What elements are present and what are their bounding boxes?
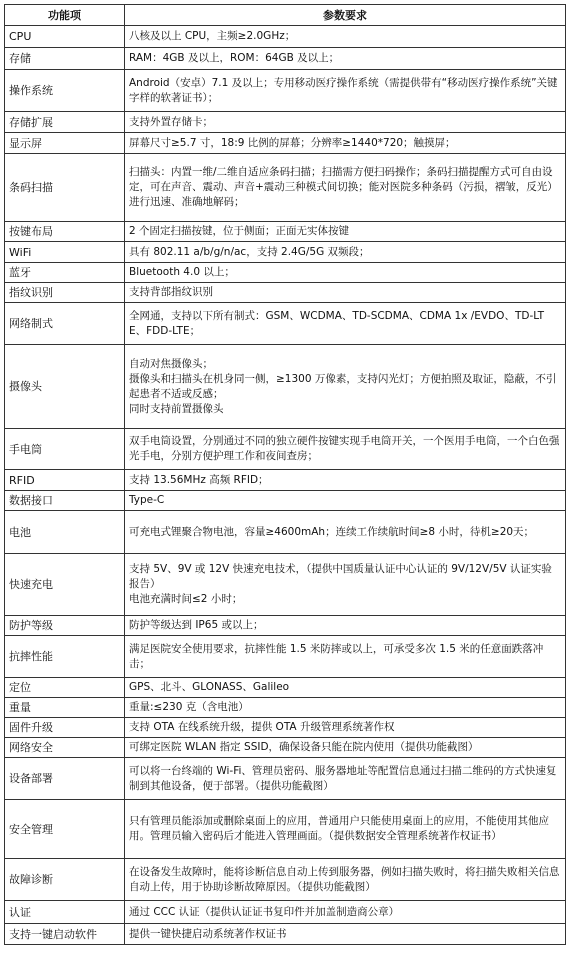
- spec-table-container: [4, 4, 565, 945]
- requirement-text: 自动对焦摄像头；: [129, 357, 213, 370]
- table-row: [5, 718, 566, 738]
- requirement-cell: [125, 511, 566, 554]
- requirement-cell: [125, 154, 566, 222]
- spec-table: [4, 4, 566, 945]
- requirement-cell: [125, 470, 566, 491]
- requirement-text: 通过 CCC 认证（提供认证证书复印件并加盖制造商公章）: [129, 905, 400, 918]
- requirement-text: 屏幕尺寸≥5.7 寸，18:9 比例的屏幕；分辨率≥1440*720；触摸屏；: [129, 136, 456, 149]
- feature-label: 蓝牙: [5, 263, 125, 283]
- feature-label: 摄像头: [5, 345, 125, 429]
- feature-label: 显示屏: [5, 133, 125, 154]
- feature-label: 固件升级: [5, 718, 125, 738]
- header-row: [5, 5, 566, 26]
- requirement-text: 具有 802.11 a/b/g/n/ac，支持 2.4G/5G 双频段；: [129, 245, 370, 258]
- requirement-cell: [125, 554, 566, 616]
- table-row: [5, 112, 566, 133]
- table-row: [5, 491, 566, 511]
- table-row: [5, 554, 566, 616]
- table-row: [5, 511, 566, 554]
- table-row: [5, 283, 566, 303]
- table-row: [5, 470, 566, 491]
- requirement-text: 扫描头：内置一维/二维自适应条码扫描；扫描需方便扫码操作；条码扫描提醒方式可自由设定，可在声音、震动、声音+震动三种模式间切换；能对医院多种条码（污损，褶皱，反光）进行迅速、准确地解码；: [129, 166, 558, 208]
- feature-label: 电池: [5, 511, 125, 554]
- feature-label: RFID: [5, 470, 125, 491]
- requirement-text: 八核及以上 CPU，主频≥2.0GHz；: [129, 30, 296, 42]
- feature-label: 存储扩展: [5, 112, 125, 133]
- requirement-text: Bluetooth 4.0 以上；: [129, 266, 235, 278]
- requirement-cell: [125, 303, 566, 345]
- requirement-cell: [125, 636, 566, 678]
- requirement-cell: [125, 48, 566, 70]
- requirement-text: 摄像头和扫描头在机身同一侧，≥1300 万像素，支持闪光灯；方便拍照及取证，隐蔽，不引起患者不适或反感；: [129, 372, 557, 400]
- requirement-cell: [125, 758, 566, 800]
- requirement-cell: [125, 26, 566, 48]
- requirement-cell: [125, 242, 566, 263]
- requirement-text: 支持 13.56MHz 高频 RFID；: [129, 473, 269, 486]
- feature-label: 手电筒: [5, 429, 125, 470]
- requirement-cell: [125, 678, 566, 698]
- feature-label: 条码扫描: [5, 154, 125, 222]
- requirement-text: 双手电筒设置，分别通过不同的独立硬件按键实现手电筒开关，一个医用手电筒，一个白色强光手电，分别方便护理工作和夜间查房；: [129, 435, 560, 462]
- feature-label: 按键布局: [5, 222, 125, 242]
- requirement-cell: [125, 283, 566, 303]
- requirement-text: 支持外置存储卡；: [129, 115, 213, 128]
- feature-label: 指纹识别: [5, 283, 125, 303]
- requirement-text: 防护等级达到 IP65 或以上；: [129, 619, 264, 631]
- requirement-text: 支持 5V、9V 或 12V 快速充电技术，（提供中国质量认证中心认证的 9V/12V/5V 认证实验报告）: [129, 563, 552, 590]
- feature-label: WiFi: [5, 242, 125, 263]
- requirement-cell: [125, 133, 566, 154]
- table-row: [5, 738, 566, 758]
- requirement-text: 可充电式锂聚合物电池，容量≥4600mAh；连续工作续航时间≥8 小时，待机≥20天；: [129, 525, 535, 538]
- requirement-text: 在设备发生故障时，能将诊断信息自动上传到服务器，例如扫描失败时，将扫描失败相关信息自动上传，用于协助诊断故障原因。（提供功能截图）: [129, 865, 560, 893]
- requirement-text: 只有管理员能添加或删除桌面上的应用，普通用户只能使用桌面上的应用，不能使用其他应用。管理员输入密码后才能进入管理画面。（提供数据安全管理系统著作权证书）: [129, 815, 549, 842]
- requirement-cell: [125, 263, 566, 283]
- requirement-text: 满足医院安全使用要求，抗摔性能 1.5 米防摔或以上，可承受多次 1.5 米的任意面跌落冲击；: [129, 642, 544, 670]
- requirement-cell: [125, 222, 566, 242]
- requirement-text: 重量:≤230 克（含电池）: [129, 701, 249, 713]
- feature-label: 支持一键启动软件: [5, 924, 125, 945]
- table-row: [5, 154, 566, 222]
- feature-label: 存储: [5, 48, 125, 70]
- table-row: [5, 616, 566, 636]
- feature-label: 设备部署: [5, 758, 125, 800]
- requirement-cell: [125, 70, 566, 112]
- table-row: [5, 133, 566, 154]
- requirement-cell: [125, 429, 566, 470]
- requirement-cell: [125, 345, 566, 429]
- table-row: [5, 345, 566, 429]
- table-row: [5, 924, 566, 945]
- header-feature: 功能项: [5, 5, 125, 26]
- feature-label: 重量: [5, 698, 125, 718]
- table-row: [5, 222, 566, 242]
- feature-label: 认证: [5, 901, 125, 924]
- feature-label: 抗摔性能: [5, 636, 125, 678]
- table-row: [5, 70, 566, 112]
- requirement-cell: [125, 901, 566, 924]
- requirement-text: 全网通，支持以下所有制式：GSM、WCDMA、TD-SCDMA、CDMA 1x /EVDO、TD-LTE、FDD-LTE；: [129, 309, 545, 337]
- table-row: [5, 698, 566, 718]
- requirement-text: Android（安卓）7.1 及以上；专用移动医疗操作系统（需提供带有“移动医疗操作系统”关键字样的软著证书）；: [129, 76, 558, 104]
- requirement-text: 提供一键快捷启动系统著作权证书: [129, 927, 287, 940]
- requirement-text: RAM：4GB 及以上，ROM：64GB 及以上；: [129, 52, 340, 64]
- requirement-text: 可绑定医院 WLAN 指定 SSID，确保设备只能在院内使用（提供功能截图）: [129, 741, 479, 753]
- requirement-text: 支持 OTA 在线系统升级，提供 OTA 升级管理系统著作权: [129, 721, 395, 733]
- feature-label: 网络制式: [5, 303, 125, 345]
- header-requirement: 参数要求: [125, 5, 566, 26]
- requirement-cell: [125, 924, 566, 945]
- feature-label: 安全管理: [5, 800, 125, 859]
- requirement-text: 支持背部指纹识别: [129, 286, 213, 298]
- requirement-text: GPS、北斗、GLONASS、Galileo: [129, 681, 290, 693]
- requirement-text: 2 个固定扫描按键，位于侧面；正面无实体按键: [129, 225, 350, 237]
- feature-label: 操作系统: [5, 70, 125, 112]
- requirement-cell: [125, 491, 566, 511]
- feature-label: 故障诊断: [5, 859, 125, 901]
- feature-label: 快速充电: [5, 554, 125, 616]
- requirement-cell: [125, 859, 566, 901]
- feature-label: 定位: [5, 678, 125, 698]
- table-row: [5, 26, 566, 48]
- requirement-cell: [125, 112, 566, 133]
- feature-label: 网络安全: [5, 738, 125, 758]
- requirement-cell: [125, 698, 566, 718]
- table-row: [5, 263, 566, 283]
- table-row: [5, 48, 566, 70]
- table-row: [5, 429, 566, 470]
- requirement-text: 可以将一台终端的 Wi-Fi、管理员密码、服务器地址等配置信息通过扫描二维码的方式快速复制到其他设备，便于部署。（提供功能截图）: [129, 764, 557, 792]
- requirement-text: 电池充满时间≤2 小时；: [129, 593, 243, 605]
- table-row: [5, 678, 566, 698]
- requirement-cell: [125, 738, 566, 758]
- table-row: [5, 636, 566, 678]
- feature-label: CPU: [5, 26, 125, 48]
- table-row: [5, 901, 566, 924]
- requirement-text: Type-C: [129, 494, 165, 506]
- requirement-cell: [125, 800, 566, 859]
- requirement-cell: [125, 718, 566, 738]
- table-row: [5, 758, 566, 800]
- feature-label: 数据接口: [5, 491, 125, 511]
- requirement-cell: [125, 616, 566, 636]
- table-row: [5, 859, 566, 901]
- table-row: [5, 242, 566, 263]
- table-row: [5, 800, 566, 859]
- requirement-text: 同时支持前置摄像头: [129, 402, 224, 415]
- feature-label: 防护等级: [5, 616, 125, 636]
- table-row: [5, 303, 566, 345]
